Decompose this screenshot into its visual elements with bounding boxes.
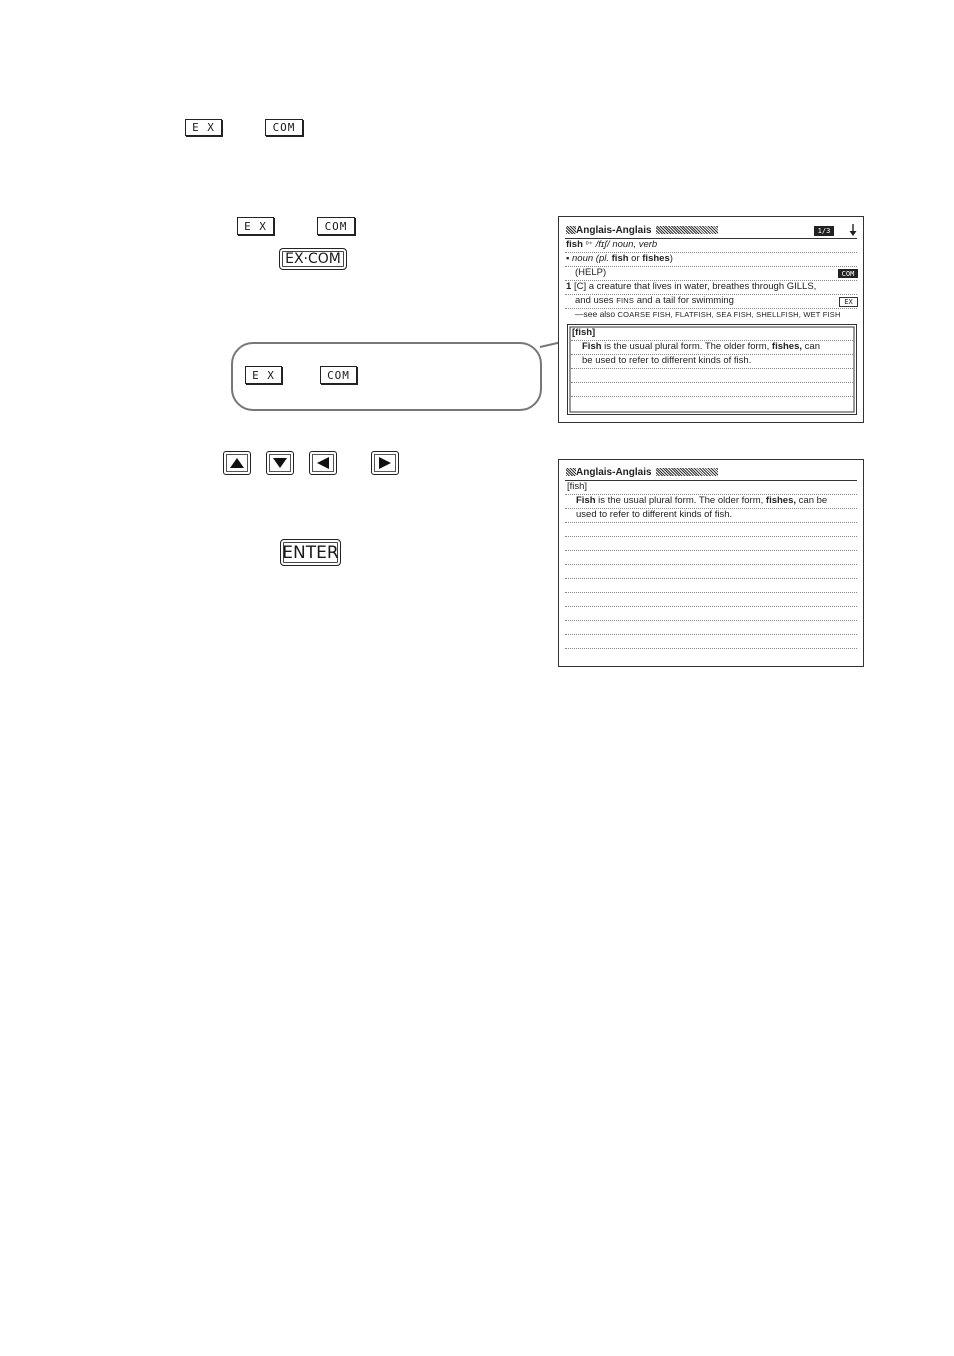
- sense-pre: noun (pl.: [572, 253, 609, 264]
- down-arrow-icon: [272, 457, 288, 469]
- see-also-label: —see also: [575, 309, 616, 319]
- excom-key[interactable]: EX·COM: [279, 248, 347, 270]
- screen2-title-text: Anglais-Anglais: [576, 467, 652, 478]
- down-arrow-key[interactable]: [266, 451, 294, 475]
- com-badge[interactable]: COM: [838, 269, 858, 278]
- s2-mid: is the usual plural form. The older form,: [598, 495, 764, 506]
- ex-key-label: E X: [185, 119, 222, 136]
- see-also-line: [575, 309, 841, 319]
- com-key-label: COM: [265, 119, 303, 136]
- hatch-icon: [566, 226, 576, 234]
- step-com-key-label: COM: [317, 217, 355, 235]
- pronunciation: /fɪʃ/: [595, 239, 610, 250]
- page-indicator: 1/3: [814, 226, 834, 236]
- panel-fish: Fish: [582, 341, 602, 352]
- sense-post: ): [669, 253, 673, 264]
- def-fins: FINS: [616, 296, 635, 305]
- panel-line-2: be used to refer to different kinds of fish.: [582, 355, 752, 366]
- enter-key[interactable]: ENTER: [280, 539, 341, 566]
- screen2-head: [fish]: [567, 481, 588, 492]
- sense-line: [566, 253, 673, 264]
- callout-com-key-label: COM: [320, 366, 357, 384]
- panel-mid: is the usual plural form. The older form,: [604, 341, 770, 352]
- panel-line-1: [582, 341, 820, 352]
- dictionary-screen-1: [558, 216, 864, 423]
- step-ex-key-label: E X: [237, 217, 274, 235]
- definition-line-1: [566, 281, 816, 292]
- ex-badge[interactable]: EX: [839, 297, 858, 307]
- s2-fish: Fish: [576, 495, 596, 506]
- part-of-speech: noun, verb: [612, 239, 658, 250]
- up-arrow-key[interactable]: [223, 451, 251, 475]
- panel-head: [fish]: [572, 327, 596, 338]
- callout-ex-key-label: E X: [245, 366, 282, 384]
- dictionary-screen-2: [558, 459, 864, 667]
- def-number: 1: [566, 281, 572, 292]
- see-also-list: COARSE FISH, FLATFISH, SEA FISH, SHELLFISH, WET FISH: [617, 310, 841, 319]
- screen1-title-text: Anglais-Anglais: [576, 225, 652, 236]
- up-arrow-icon: [229, 457, 245, 469]
- bullet-icon: ▪: [566, 253, 570, 264]
- right-arrow-key[interactable]: [371, 451, 399, 475]
- sense-fish: fish: [611, 253, 629, 264]
- usage-note-panel: [567, 324, 857, 415]
- left-arrow-key[interactable]: [309, 451, 337, 475]
- screen2-line-2: used to refer to different kinds of fish.: [576, 509, 733, 520]
- definition-line-2: [575, 295, 734, 306]
- screen1-title: [566, 225, 718, 236]
- hatch-bar-icon: [656, 226, 718, 234]
- hatch-bar-icon: [656, 468, 718, 476]
- scroll-down-icon: [849, 224, 857, 236]
- hatch-icon: [566, 468, 576, 476]
- panel-end: can: [804, 341, 820, 352]
- entry-headword-line: [566, 239, 657, 250]
- screen2-title: [566, 467, 718, 478]
- pron-key-icon: ⁰⁺: [585, 240, 593, 249]
- s2-fishes: fishes,: [765, 495, 797, 506]
- def-line-1-text: [C] a creature that lives in water, breathes through GILLS,: [573, 281, 817, 292]
- right-arrow-icon: [378, 456, 392, 470]
- headword: fish: [566, 239, 583, 250]
- def-line-2-post: and a tail for swimming: [636, 295, 734, 306]
- s2-end: can be: [798, 495, 828, 506]
- help-line: (HELP): [575, 267, 607, 278]
- sense-fishes: fishes: [642, 253, 670, 264]
- sense-or: or: [631, 253, 640, 264]
- left-arrow-icon: [316, 456, 330, 470]
- screen2-line-1: [576, 495, 827, 506]
- panel-fishes: fishes,: [771, 341, 803, 352]
- def-line-2-pre: and uses: [575, 295, 614, 306]
